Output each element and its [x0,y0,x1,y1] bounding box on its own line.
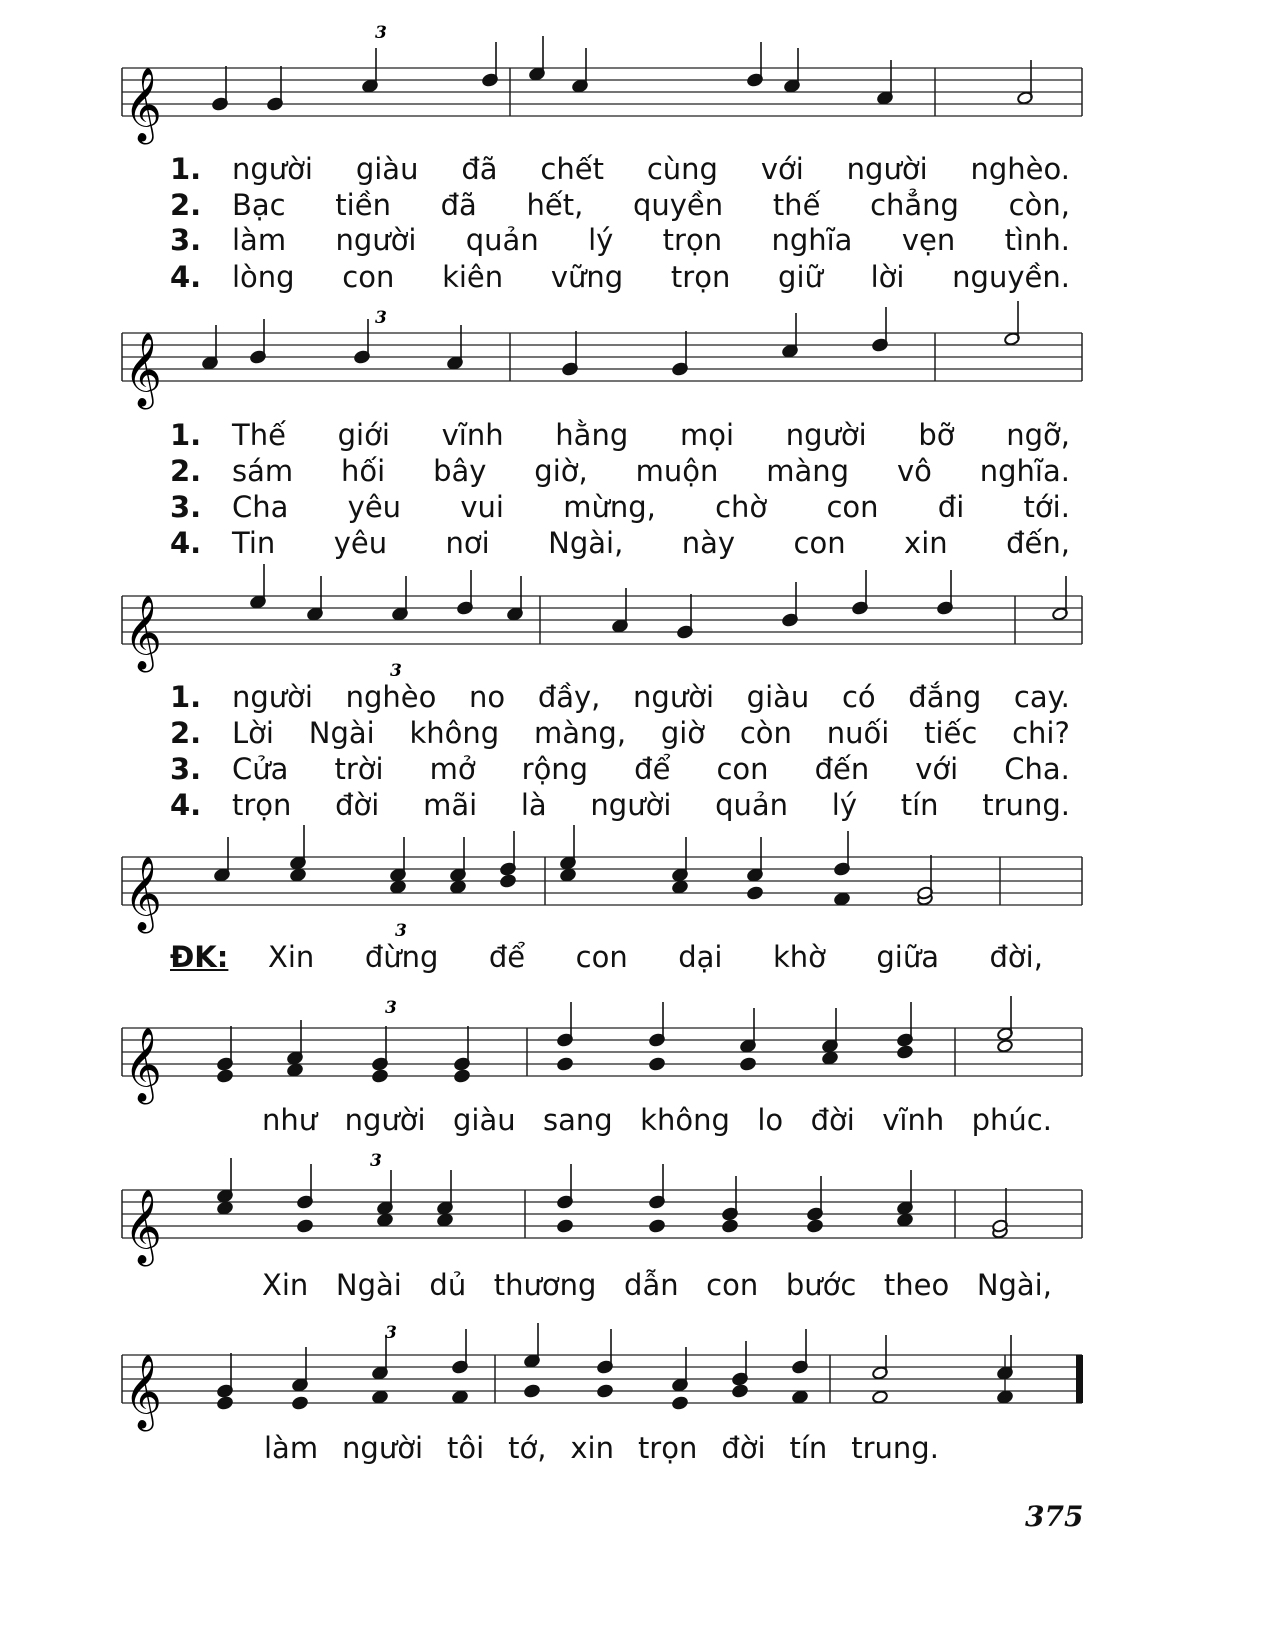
lyric-word: mở [429,752,476,786]
lyric-word: tín [900,788,939,822]
lyric-word: vững [550,260,624,294]
note-head [524,1384,541,1398]
lyric-word: có [841,680,876,714]
lyric-word: nghèo. [970,152,1070,186]
note-head [557,1219,574,1233]
verse-line [170,454,1070,490]
lyric-word: no [469,680,506,714]
lyric-word: nghĩa. [979,454,1070,488]
lyric-word: lý [831,788,858,822]
lyric-word: đi [937,490,965,524]
lyric-word: dại [678,940,723,974]
lyric-word: dẫn [624,1268,679,1302]
verse-line [170,260,1070,296]
lyric-word: mãi [423,788,478,822]
note-head [997,1390,1014,1404]
lyric-word: còn, [1008,188,1070,222]
note-head [450,880,467,894]
note-head [292,1396,309,1410]
triplet-mark: 3 [385,998,397,1018]
verse-line [170,223,1070,259]
lyric-word: đã [461,152,498,186]
lyric-word: chẳng [870,188,959,222]
verse-line [170,490,1070,526]
page-number: 375 [1025,1500,1084,1533]
lyric-word: thế [772,188,821,222]
lyric-word: còn [739,716,792,750]
note-head [437,1213,454,1227]
lyric-word: giàu [355,152,419,186]
note-head [897,1213,914,1227]
lyric-word: giới [337,418,390,452]
note-head [372,1390,389,1404]
lyric-word: Cha. [1004,752,1070,786]
lyric-word: đã [440,188,477,222]
lyric-word: con [826,490,879,524]
verse-number: 3. [170,223,202,257]
lyric-word: nuối [826,716,890,750]
treble-clef-icon: 𝄞 [124,1028,162,1102]
lyric-word: con [716,752,769,786]
note-head [390,880,407,894]
verse-number: 3. [170,490,202,524]
treble-clef-icon: 𝄞 [124,857,162,931]
lyric-word: Ngài [335,1268,402,1302]
lyric-word: sám [232,454,294,488]
lyric-word: bây [433,454,487,488]
lyric-word: không [640,1103,730,1137]
lyric-word: cay. [1013,680,1070,714]
lyric-word: Lời [232,716,274,750]
lyric-word: lo [757,1103,784,1137]
note-head [792,1390,809,1404]
lyric-word: người [232,680,313,714]
lyric-word: không [409,716,500,750]
lyric-word: nơi [445,526,490,560]
note-head [287,1063,304,1077]
lyric-word: trung. [982,788,1070,822]
lyric-word: trọn [662,223,723,257]
verse-number: 1. [170,152,202,186]
lyric-word: xin [904,526,948,560]
lyric-word: là [520,788,547,822]
lyric-word: Tin [232,526,276,560]
verse-number: 2. [170,188,202,222]
lyric-word: người [785,418,867,452]
lyric-word: vô [896,454,932,488]
lyric-word: mừng, [563,490,656,524]
lyric-word: đắng [908,680,982,714]
lyric-word: phúc. [971,1103,1052,1137]
lyric-word: để [488,940,526,974]
note-head [872,1390,889,1404]
note-head [557,1057,574,1071]
note-head [297,1219,314,1233]
note-head [722,1219,739,1233]
lyric-word: đến, [1006,526,1070,560]
lyric-word: con [793,526,846,560]
verse-line [170,152,1070,188]
triplet-mark: 3 [370,1151,382,1171]
lyric-word: cùng [646,152,718,186]
note-head [217,1069,234,1083]
note-head [732,1384,749,1398]
verse-number: 4. [170,260,202,294]
verse-number: 1. [170,418,202,452]
lyric-word: lòng [232,260,295,294]
lyric-word: lời [870,260,905,294]
lyric-word: Xin [262,1268,309,1302]
lyric-word: yêu [333,526,388,560]
lyric-word: để [634,752,671,786]
triplet-mark: 3 [375,23,387,43]
refrain-label: ĐK: [170,940,229,974]
note-head [560,868,577,882]
lyric-word: tớ, [508,1431,547,1465]
lyric-word: hết, [526,188,584,222]
triplet-mark: 3 [385,1323,397,1343]
triplet-mark: 3 [395,921,407,941]
lyric-word: mọi [679,418,735,452]
lyric-word: thương [493,1268,597,1302]
final-barline [1076,1355,1083,1403]
lyric-word: làm [232,223,287,257]
verse-line [170,752,1070,788]
lyric-word: khờ [772,940,826,974]
note-head [290,868,307,882]
lyric-word: tới. [1023,490,1070,524]
lyric-word: đầy, [537,680,601,714]
lyric-word: đừng [364,940,439,974]
treble-clef-icon: 𝄞 [124,333,162,407]
note-head [747,886,764,900]
lyric-word: đời [721,1431,766,1465]
lyric-word: giữa [876,940,940,974]
lyric-word: sang [543,1103,613,1137]
lyric-word: trọn [637,1431,698,1465]
verse-number: 2. [170,454,202,488]
lyric-word: con [706,1268,759,1302]
note-head [897,1045,914,1059]
lyric-word: Cha [232,490,289,524]
lyric-word: hằng [555,418,629,452]
treble-clef-icon: 𝄞 [124,596,162,670]
lyric-word: tiếc [924,716,978,750]
lyric-word: vẹn [901,223,956,257]
lyric-word: yêu [347,490,402,524]
lyric-word: như [262,1103,318,1137]
refrain-line-2 [262,1103,1052,1137]
note-head [649,1057,666,1071]
verse-number: 1. [170,680,202,714]
lyric-word: người [846,152,928,186]
note-head [834,892,851,906]
note-head [807,1219,824,1233]
lyric-word: trọn [232,788,292,822]
lyric-word: người [590,788,672,822]
verse-line [170,680,1070,716]
refrain-line-1 [268,940,1043,974]
lyric-word: Cửa [232,752,289,786]
refrain-line-3 [262,1268,1052,1302]
lyric-word: tôi [446,1431,485,1465]
note-head [822,1051,839,1065]
verse-line [170,716,1070,752]
refrain-line-4 [264,1431,939,1465]
triplet-mark: 3 [390,661,402,681]
lyric-word: bỡ [918,418,955,452]
lyric-word: màng [766,454,850,488]
triplet-mark: 3 [375,308,387,328]
lyric-word: lý [588,223,614,257]
lyric-word: quản [465,223,539,257]
lyric-word: con [575,940,628,974]
treble-clef-icon: 𝄞 [124,1190,162,1264]
treble-clef-icon: 𝄞 [124,1355,162,1429]
note-head [500,874,517,888]
lyric-word: người [344,1103,426,1137]
lyric-word: tình. [1004,223,1070,257]
lyric-word: Ngài, [548,526,624,560]
lyric-word: nghèo [345,680,437,714]
lyric-word: tín [789,1431,828,1465]
lyric-word: trời [334,752,384,786]
lyric-word: muộn [635,454,719,488]
lyric-word: trọn [670,260,731,294]
note-head [377,1213,394,1227]
lyric-word: quyền [632,188,724,222]
lyric-word: giàu [452,1103,516,1137]
lyric-word: theo [883,1268,950,1302]
verse-number: 3. [170,752,202,786]
lyric-word: chi? [1012,716,1070,750]
lyric-word: quản [715,788,789,822]
lyric-word: dủ [429,1268,467,1302]
verse-line [170,418,1070,454]
lyric-word: vĩnh [441,418,504,452]
lyric-word: người [232,152,313,186]
lyric-word: Ngài [308,716,375,750]
verse-line [170,188,1070,224]
lyric-word: với [760,152,804,186]
lyric-word: tiền [335,188,391,222]
lyric-word: bước [785,1268,857,1302]
lyric-word: màng, [534,716,627,750]
lyric-word: đến [814,752,870,786]
note-head [452,1390,469,1404]
lyric-word: người [342,1431,423,1465]
lyric-word: vĩnh [882,1103,945,1137]
verse-number: 4. [170,526,202,560]
lyric-word: nguyền. [952,260,1070,294]
lyric-word: giờ, [534,454,588,488]
lyric-word: chết [540,152,604,186]
lyric-word: người [335,223,417,257]
lyric-word: con [342,260,395,294]
note-head [672,1396,689,1410]
lyric-word: kiên [442,260,504,294]
note-head [217,1201,234,1215]
verse-line [170,788,1070,824]
note-head [740,1057,757,1071]
note-head [454,1069,471,1083]
note-head [997,1039,1014,1053]
treble-clef-icon: 𝄞 [124,68,162,142]
lyric-word: rộng [521,752,589,786]
lyric-word: Thế [232,418,286,452]
note-head [372,1069,389,1083]
lyric-word: đời [810,1103,855,1137]
lyric-word: Ngài, [976,1268,1052,1302]
lyric-word: Xin [268,940,315,974]
verse-number: 2. [170,716,202,750]
lyric-word: làm [264,1431,319,1465]
lyric-word: với [915,752,959,786]
lyric-word: giữ [778,260,823,294]
verse-number: 4. [170,788,202,822]
note-head [649,1219,666,1233]
lyric-word: giàu [746,680,810,714]
note-head [597,1384,614,1398]
lyric-word: giờ [660,716,706,750]
note-head [217,1396,234,1410]
lyric-word: Bạc [232,188,286,222]
note-head [672,880,689,894]
lyric-word: chờ [715,490,768,524]
lyric-word: trung. [851,1431,939,1465]
lyric-word: nghĩa [771,223,853,257]
lyric-word: ngỡ, [1006,418,1070,452]
verse-line [170,526,1070,562]
lyric-word: này [681,526,736,560]
lyric-word: người [633,680,715,714]
lyric-word: vui [460,490,504,524]
lyric-word: đời, [989,940,1043,974]
lyric-word: hối [341,454,386,488]
lyric-word: đời [335,788,380,822]
lyric-word: xin [570,1431,614,1465]
